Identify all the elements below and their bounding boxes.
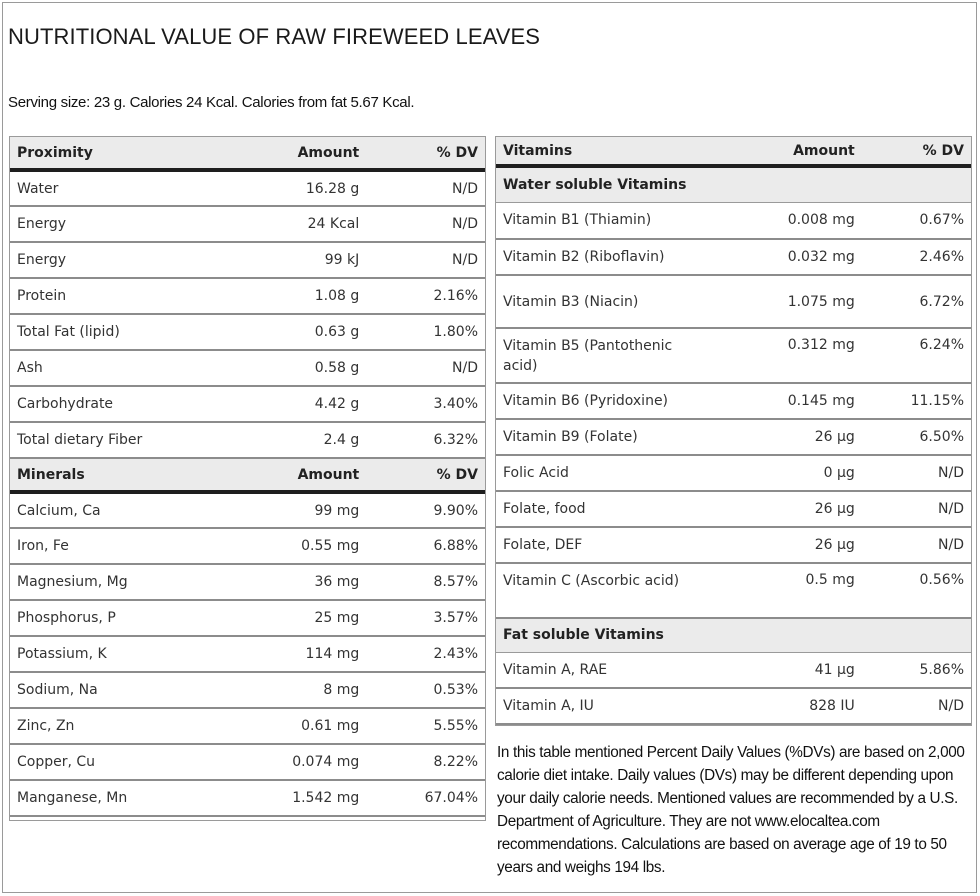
- table-row: [10, 744, 485, 780]
- nutrient-amount: 1.542 mg: [214, 780, 366, 816]
- table-row: [10, 350, 485, 386]
- table-row: [10, 314, 485, 350]
- nutrient-name: Total dietary Fiber: [10, 422, 214, 458]
- nutrient-dv: N/D: [366, 242, 485, 278]
- nutrient-amount: 0.074 mg: [214, 744, 366, 780]
- nutrient-amount: 26 µg: [715, 527, 862, 563]
- nutrient-name: Energy: [10, 206, 214, 242]
- nutrient-amount: 0.58 g: [214, 350, 366, 386]
- nutrient-dv: N/D: [862, 491, 971, 527]
- nutrient-name: Sodium, Na: [10, 672, 214, 708]
- serving-info: Serving size: 23 g. Calories 24 Kcal. Calories from fat 5.67 Kcal.: [8, 94, 415, 111]
- nutrient-name: Zinc, Zn: [10, 708, 214, 744]
- nutrient-dv: N/D: [366, 170, 485, 206]
- table-row: [10, 386, 485, 422]
- table-row: [496, 239, 971, 275]
- table-row: [10, 636, 485, 672]
- header-name: Proximity: [10, 137, 214, 170]
- nutrient-amount: 0.61 mg: [214, 708, 366, 744]
- table-row: [496, 383, 971, 419]
- page-title: NUTRITIONAL VALUE OF RAW FIREWEED LEAVES: [8, 24, 541, 49]
- nutrient-amount: 1.075 mg: [715, 275, 862, 328]
- table-row: [10, 422, 485, 458]
- table-row: [10, 170, 485, 206]
- nutrient-dv: N/D: [862, 455, 971, 491]
- nutrient-amount: 36 mg: [214, 564, 366, 600]
- nutrient-dv: 2.43%: [366, 636, 485, 672]
- nutrient-name: Energy: [10, 242, 214, 278]
- nutrient-amount: 114 mg: [214, 636, 366, 672]
- nutrient-dv: N/D: [366, 350, 485, 386]
- vitamins-table: [496, 137, 971, 725]
- nutrient-name: Protein: [10, 278, 214, 314]
- nutrient-amount: 2.4 g: [214, 422, 366, 458]
- nutrient-amount: 0.145 mg: [715, 383, 862, 419]
- nutrient-name: Manganese, Mn: [10, 780, 214, 816]
- nutrient-name: Calcium, Ca: [10, 492, 214, 528]
- header-dv: % DV: [862, 137, 971, 166]
- nutrient-dv: 0.67%: [862, 202, 971, 239]
- nutrient-amount: 0.312 mg: [715, 328, 862, 383]
- nutrient-amount: 828 IU: [715, 688, 862, 724]
- nutrient-dv: N/D: [862, 688, 971, 724]
- nutrient-amount: 0.55 mg: [214, 528, 366, 564]
- table-row: [496, 652, 971, 688]
- section-label: Fat soluble Vitamins: [496, 618, 971, 652]
- nutrient-amount: 25 mg: [214, 600, 366, 636]
- nutrient-amount: 24 Kcal: [214, 206, 366, 242]
- nutrient-dv: 9.90%: [366, 492, 485, 528]
- table-row: [496, 275, 971, 328]
- nutrient-dv: 2.16%: [366, 278, 485, 314]
- header-amount: Amount: [214, 458, 366, 492]
- table-row: [10, 528, 485, 564]
- nutrient-amount: 16.28 g: [214, 170, 366, 206]
- nutrient-dv: N/D: [366, 206, 485, 242]
- nutrient-amount: 99 mg: [214, 492, 366, 528]
- nutrient-dv: 6.32%: [366, 422, 485, 458]
- table-row: [10, 206, 485, 242]
- table-row: [10, 564, 485, 600]
- table-row: [496, 688, 971, 724]
- nutrient-name: Potassium, K: [10, 636, 214, 672]
- table-row: [10, 672, 485, 708]
- vitamins-panel: [495, 136, 972, 726]
- nutrient-name: Vitamin B3 (Niacin): [496, 275, 715, 328]
- table-row: [496, 455, 971, 491]
- nutrient-name: Folate, food: [496, 491, 715, 527]
- nutrient-dv: 5.86%: [862, 652, 971, 688]
- table-row: [10, 708, 485, 744]
- nutrient-dv: 6.72%: [862, 275, 971, 328]
- nutrient-amount: 4.42 g: [214, 386, 366, 422]
- nutrient-dv: 67.04%: [366, 780, 485, 816]
- nutrient-amount: 1.08 g: [214, 278, 366, 314]
- nutrient-name: Vitamin B1 (Thiamin): [496, 202, 715, 239]
- nutrient-dv: 1.80%: [366, 314, 485, 350]
- nutrient-name: Folate, DEF: [496, 527, 715, 563]
- nutrient-dv: 11.15%: [862, 383, 971, 419]
- nutrient-amount: 0.5 mg: [715, 563, 862, 618]
- nutrient-name: Phosphorus, P: [10, 600, 214, 636]
- nutrient-name: Vitamin B9 (Folate): [496, 419, 715, 455]
- nutrient-dv: 6.24%: [862, 328, 971, 383]
- header-amount: Amount: [715, 137, 862, 166]
- table-row: [496, 563, 971, 618]
- nutrient-dv: 3.40%: [366, 386, 485, 422]
- header-dv: % DV: [366, 458, 485, 492]
- header-amount: Amount: [214, 137, 366, 170]
- nutrient-name: Copper, Cu: [10, 744, 214, 780]
- nutrient-dv: 8.57%: [366, 564, 485, 600]
- nutrient-amount: 26 µg: [715, 419, 862, 455]
- nutrient-name: Vitamin C (Ascorbic acid): [496, 563, 715, 618]
- nutrient-name: Vitamin B5 (Pantothenic acid): [496, 328, 715, 383]
- nutrient-amount: 41 µg: [715, 652, 862, 688]
- table-row: [10, 278, 485, 314]
- nutrient-name: Vitamin A, RAE: [496, 652, 715, 688]
- nutrient-name: Water: [10, 170, 214, 206]
- table-row: [496, 419, 971, 455]
- nutrient-dv: N/D: [862, 527, 971, 563]
- header-dv: % DV: [366, 137, 485, 170]
- nutrient-dv: 8.22%: [366, 744, 485, 780]
- nutrient-name: Vitamin A, IU: [496, 688, 715, 724]
- nutrient-dv: 6.88%: [366, 528, 485, 564]
- table-row: [10, 242, 485, 278]
- water-soluble-label: [496, 166, 971, 202]
- vitamins-header: [496, 137, 971, 166]
- nutrient-name: Total Fat (lipid): [10, 314, 214, 350]
- table-row: [496, 328, 971, 383]
- nutrient-amount: 99 kJ: [214, 242, 366, 278]
- table-row: [10, 780, 485, 816]
- nutrient-dv: 0.53%: [366, 672, 485, 708]
- nutrient-dv: 5.55%: [366, 708, 485, 744]
- header-name: Vitamins: [496, 137, 715, 166]
- nutrient-name: Ash: [10, 350, 214, 386]
- proximity-minerals-panel: [9, 136, 486, 821]
- nutrient-dv: 6.50%: [862, 419, 971, 455]
- nutrient-name: Iron, Fe: [10, 528, 214, 564]
- table-row: [10, 600, 485, 636]
- nutrient-name: Vitamin B6 (Pyridoxine): [496, 383, 715, 419]
- nutrient-amount: 0 µg: [715, 455, 862, 491]
- minerals-header: [10, 458, 485, 492]
- proximity-minerals-table: [10, 137, 485, 817]
- nutrient-name: Vitamin B2 (Riboflavin): [496, 239, 715, 275]
- nutrient-amount: 8 mg: [214, 672, 366, 708]
- nutrient-amount: 0.032 mg: [715, 239, 862, 275]
- proximity-header: [10, 137, 485, 170]
- table-row: [10, 492, 485, 528]
- nutrient-amount: 0.008 mg: [715, 202, 862, 239]
- table-row: [496, 491, 971, 527]
- header-name: Minerals: [10, 458, 214, 492]
- fat-soluble-label: [496, 618, 971, 652]
- nutrient-amount: 26 µg: [715, 491, 862, 527]
- nutrient-name: Folic Acid: [496, 455, 715, 491]
- dv-footnote: In this table mentioned Percent Daily Values (%DVs) are based on 2,000 calorie diet intake. Daily values (DVs) may be different depending upon your daily calorie needs. Mentioned values are recommended by a U.S. Department of Agriculture. They are not www.elocaltea.com recommendations. Calculations are based on average age of 19 to 50 years and weighs 194 lbs.: [497, 744, 965, 876]
- table-row: [496, 202, 971, 239]
- nutrient-name: Magnesium, Mg: [10, 564, 214, 600]
- nutrient-dv: 3.57%: [366, 600, 485, 636]
- section-label: Water soluble Vitamins: [496, 166, 971, 202]
- nutrient-dv: 2.46%: [862, 239, 971, 275]
- nutrient-name: Carbohydrate: [10, 386, 214, 422]
- nutrient-amount: 0.63 g: [214, 314, 366, 350]
- table-row: [496, 527, 971, 563]
- nutrient-dv: 0.56%: [862, 563, 971, 618]
